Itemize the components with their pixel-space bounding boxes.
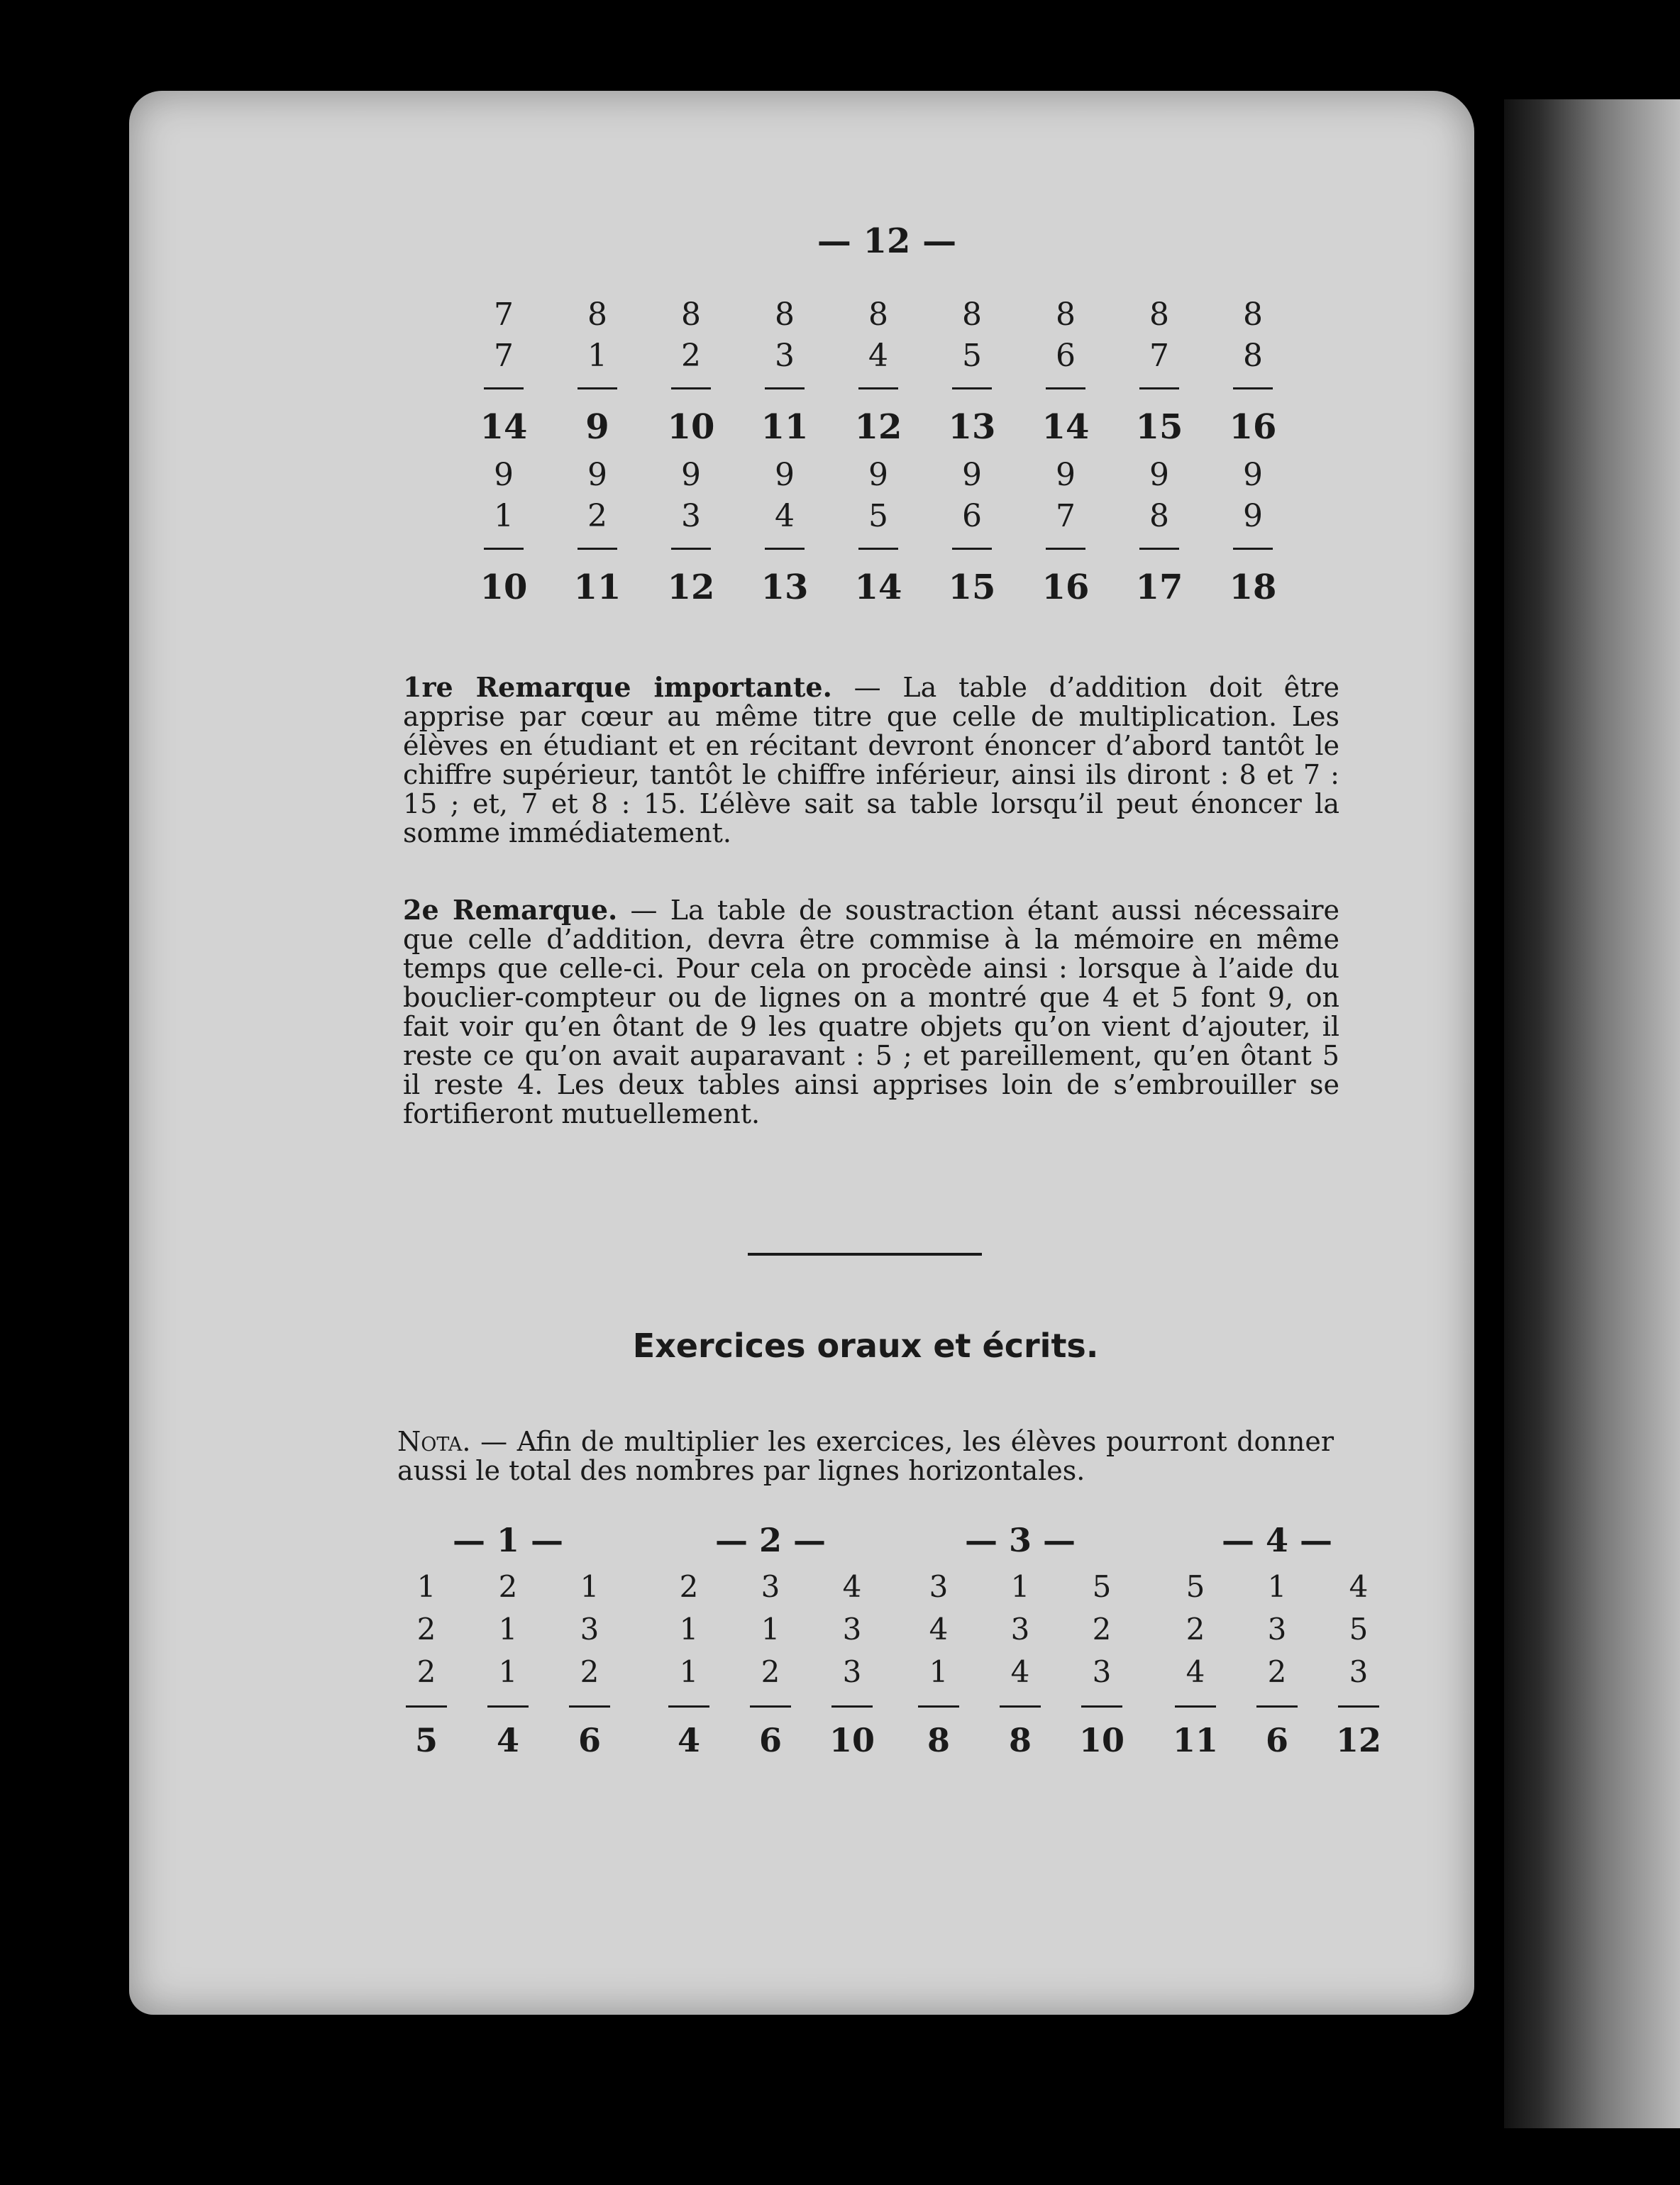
exercise-number: 5 <box>1186 1569 1205 1604</box>
nota-label: Nota. <box>397 1426 471 1457</box>
exercise-sum: 12 <box>1335 1721 1381 1759</box>
table-cell: 9 <box>585 407 609 447</box>
table-cell: 8 <box>775 297 795 333</box>
exercise-number: 2 <box>1267 1654 1287 1689</box>
exercise-number: 1 <box>679 1654 699 1689</box>
exercise-3 <box>907 1521 1134 1765</box>
exercise-sum: 10 <box>1078 1721 1124 1759</box>
table-cell: 16 <box>1041 568 1090 607</box>
exercise-row <box>1164 1569 1391 1612</box>
exercise-number: 2 <box>679 1569 699 1604</box>
remarque-2 <box>403 895 1339 1129</box>
exercise-title: — 2 — <box>714 1521 827 1559</box>
table-row-bottom <box>457 498 1301 539</box>
table-cell: 3 <box>775 338 795 374</box>
exercise-sum-row <box>394 1715 621 1765</box>
exercise-number: 1 <box>679 1612 699 1647</box>
exercise-number: 1 <box>1010 1569 1030 1604</box>
exercise-number: 1 <box>761 1612 780 1647</box>
table-cell: 9 <box>1243 498 1263 534</box>
table-cell: 14 <box>1041 407 1090 447</box>
table-cell: 9 <box>1149 457 1169 493</box>
exercise-sum: 11 <box>1172 1721 1218 1759</box>
table-cell: 8 <box>587 297 607 333</box>
exercise-sum: 4 <box>677 1721 700 1759</box>
addition-table <box>457 297 1301 617</box>
remarque-1 <box>403 673 1339 848</box>
table-cell: 11 <box>761 407 809 447</box>
table-cell: 2 <box>681 338 701 374</box>
table-cell: 9 <box>868 457 888 493</box>
exercise-row <box>1164 1612 1391 1654</box>
exercise-4 <box>1164 1521 1391 1765</box>
table-cell: 7 <box>494 338 514 374</box>
table-cell: 16 <box>1229 407 1277 447</box>
exercise-sum: 10 <box>829 1721 875 1759</box>
remarque-1-label: 1re Remarque importante. <box>403 671 832 703</box>
table-cell: 8 <box>1149 498 1169 534</box>
table-cell: 7 <box>1056 498 1076 534</box>
exercise-rule <box>657 1697 884 1715</box>
nota <box>397 1427 1334 1486</box>
table-cell: 9 <box>1056 457 1076 493</box>
table-cell: 8 <box>1243 297 1263 333</box>
page-number: — 12 — <box>817 221 957 261</box>
table-row-bottom <box>457 338 1301 379</box>
exercise-number: 1 <box>929 1654 949 1689</box>
exercise-1 <box>394 1521 621 1765</box>
exercise-number: 3 <box>842 1612 862 1647</box>
exercise-number: 2 <box>416 1654 436 1689</box>
table-cell: 9 <box>962 457 982 493</box>
table-cell: 13 <box>948 407 996 447</box>
exercise-number: 1 <box>580 1569 599 1604</box>
exercise-number: 1 <box>1267 1569 1287 1604</box>
table-cell: 7 <box>1149 338 1169 374</box>
exercise-number: 3 <box>842 1654 862 1689</box>
exercise-rule <box>907 1697 1134 1715</box>
exercise-row <box>907 1569 1134 1612</box>
exercise-number: 4 <box>842 1569 862 1604</box>
exercise-number: 3 <box>1010 1612 1030 1647</box>
section-divider <box>748 1253 982 1256</box>
table-cell: 4 <box>868 338 888 374</box>
exercise-row <box>657 1569 884 1612</box>
exercise-number: 4 <box>1186 1654 1205 1689</box>
exercise-number: 4 <box>1010 1654 1030 1689</box>
exercise-row <box>1164 1654 1391 1697</box>
table-cell: 14 <box>480 407 528 447</box>
table-cell: 4 <box>775 498 795 534</box>
exercise-rule <box>394 1697 621 1715</box>
table-cell: 8 <box>1056 297 1076 333</box>
exercise-number: 3 <box>1349 1654 1369 1689</box>
table-cell: 9 <box>775 457 795 493</box>
table-cell: 3 <box>681 498 701 534</box>
exercise-number: 5 <box>1092 1569 1112 1604</box>
table-cell: 11 <box>573 568 621 607</box>
exercise-number: 1 <box>498 1654 518 1689</box>
exercise-number: 2 <box>580 1654 599 1689</box>
exercise-row <box>394 1654 621 1697</box>
exercise-sum: 8 <box>1008 1721 1032 1759</box>
exercise-title: — 1 — <box>452 1521 564 1559</box>
table-cell: 1 <box>587 338 607 374</box>
exercise-sum: 4 <box>496 1721 519 1759</box>
exercise-number: 3 <box>761 1569 780 1604</box>
exercise-sum: 6 <box>758 1721 782 1759</box>
table-cell: 2 <box>587 498 607 534</box>
exercise-number: 2 <box>1186 1612 1205 1647</box>
remarque-1-text: — La table d’addition doit être apprise par cœur au même titre que celle de multiplication. Les élèves en étudiant et en récitant devront énoncer d’abord tantôt le chiffre supérieur, tantôt le chiffre inférieur, ainsi ils diront : 8 et 7 : 15 ; et, 7 et 8 : 15. L’élève sait sa table lorsqu’il peut énoncer la somme immédiatement. <box>403 672 1340 848</box>
remarque-2-text: — La table de soustraction étant aussi nécessaire que celle d’addition, devra être commise à la mémoire en même temps que celle-ci. Pour cela on procède ainsi : lorsque à l’aide du bouclier-compteur ou de lignes on a montré que 4 et 5 font 9, on fait voir qu’en ôtant de 9 les quatre objets qu’on vient d’ajouter, il reste ce qu’on avait auparavant : 5 ; et pareillement, qu’en ôtant 5 il reste 4. Les deux tables ainsi apprises loin de s’embrouiller se fortifieront mutuellement. <box>403 895 1339 1129</box>
table-cell: 15 <box>1135 407 1183 447</box>
exercise-number: 2 <box>1092 1612 1112 1647</box>
exercise-number: 3 <box>1267 1612 1287 1647</box>
table-cell: 7 <box>494 297 514 333</box>
exercise-title: — 4 — <box>1221 1521 1333 1559</box>
table-cell: 10 <box>480 568 528 607</box>
exercise-number: 2 <box>416 1612 436 1647</box>
table-cell: 6 <box>1056 338 1076 374</box>
exercise-row <box>907 1654 1134 1697</box>
table-cell: 13 <box>761 568 809 607</box>
exercise-number: 2 <box>498 1569 518 1604</box>
table-cell: 9 <box>494 457 514 493</box>
table-cell: 8 <box>962 297 982 333</box>
table-cell: 10 <box>667 407 715 447</box>
nota-text: — Afin de multiplier les exercices, les élèves pourront donner aussi le total des nombres par lignes horizontales. <box>397 1426 1334 1486</box>
table-cell: 12 <box>854 407 902 447</box>
exercise-number: 4 <box>1349 1569 1369 1604</box>
exercise-sum-row <box>1164 1715 1391 1765</box>
table-cell: 8 <box>868 297 888 333</box>
exercise-row <box>657 1612 884 1654</box>
table-cell: 15 <box>948 568 996 607</box>
exercise-rule <box>1164 1697 1391 1715</box>
exercise-sum: 6 <box>1265 1721 1288 1759</box>
table-row-top <box>457 297 1301 338</box>
remarque-2-label: 2e Remarque. <box>403 894 618 926</box>
table-cell: 9 <box>681 457 701 493</box>
table-cell: 14 <box>854 568 902 607</box>
table-cell: 5 <box>962 338 982 374</box>
table-cell: 8 <box>1243 338 1263 374</box>
exercise-row <box>394 1569 621 1612</box>
table-cell: 8 <box>681 297 701 333</box>
table-cell: 5 <box>868 498 888 534</box>
table-cell: 18 <box>1229 568 1277 607</box>
exercise-sum: 8 <box>927 1721 950 1759</box>
table-cell: 12 <box>667 568 715 607</box>
exercise-number: 5 <box>1349 1612 1369 1647</box>
table-cell: 6 <box>962 498 982 534</box>
exercise-number: 2 <box>761 1654 780 1689</box>
exercise-sum: 6 <box>578 1721 601 1759</box>
table-row-sum <box>457 558 1301 617</box>
exercise-row <box>394 1612 621 1654</box>
exercise-number: 1 <box>416 1569 436 1604</box>
section-heading: Exercices oraux et écrits. <box>632 1327 1099 1365</box>
adjacent-page-edge <box>1504 99 1680 2128</box>
exercise-number: 3 <box>580 1612 599 1647</box>
exercise-row <box>657 1654 884 1697</box>
table-cell: 1 <box>494 498 514 534</box>
exercise-sum-row <box>907 1715 1134 1765</box>
exercise-number: 3 <box>929 1569 949 1604</box>
exercise-row <box>907 1612 1134 1654</box>
table-row-top <box>457 457 1301 498</box>
sum-rule <box>457 379 1301 397</box>
table-cell: 9 <box>587 457 607 493</box>
exercise-title: — 3 — <box>964 1521 1076 1559</box>
table-cell: 17 <box>1135 568 1183 607</box>
exercise-2 <box>657 1521 884 1765</box>
exercise-number: 3 <box>1092 1654 1112 1689</box>
exercise-number: 1 <box>498 1612 518 1647</box>
exercise-sum: 5 <box>414 1721 438 1759</box>
exercise-sum-row <box>657 1715 884 1765</box>
table-cell: 9 <box>1243 457 1263 493</box>
table-cell: 8 <box>1149 297 1169 333</box>
sum-rule <box>457 539 1301 558</box>
exercise-number: 4 <box>929 1612 949 1647</box>
table-row-sum <box>457 397 1301 457</box>
